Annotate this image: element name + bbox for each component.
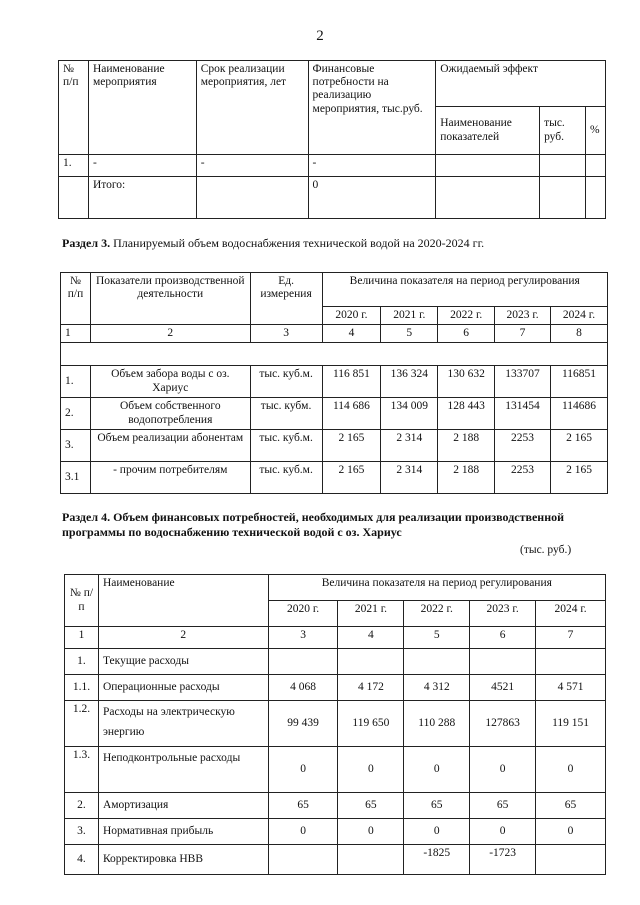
cell: 133707 bbox=[495, 366, 551, 398]
cell: Текущие расходы bbox=[98, 649, 268, 675]
header-value: Величина показателя на период регулирования bbox=[268, 575, 605, 601]
colnum: 8 bbox=[551, 325, 608, 343]
cell: -1723 bbox=[470, 845, 536, 875]
year-header: 2021 г. bbox=[381, 307, 438, 325]
cell: Объем собственного водопотребления bbox=[90, 398, 250, 430]
column-numbers-row bbox=[61, 325, 608, 343]
cell: 0 bbox=[338, 819, 404, 845]
cell: 4 068 bbox=[268, 675, 338, 701]
year-header: 2023 г. bbox=[495, 307, 551, 325]
cell: 2 165 bbox=[322, 430, 381, 462]
cell: Амортизация bbox=[98, 793, 268, 819]
cell: Итого: bbox=[88, 177, 196, 219]
header-effect-pct: % bbox=[585, 107, 605, 155]
header-unit: Ед. измерения bbox=[250, 273, 322, 325]
colnum: 5 bbox=[404, 627, 470, 649]
table-row bbox=[65, 701, 606, 747]
year-header: 2022 г. bbox=[404, 601, 470, 627]
column-numbers-row bbox=[65, 627, 606, 649]
measures-table bbox=[58, 60, 606, 219]
cell: 119 151 bbox=[536, 701, 606, 747]
section3-title: Планируемый объем водоснабжения технической водой на 2020-2024 гг. bbox=[113, 236, 485, 250]
table-row bbox=[61, 398, 608, 430]
cell: 136 324 bbox=[381, 366, 438, 398]
cell: Операционные расходы bbox=[98, 675, 268, 701]
cell: 3.1 bbox=[61, 462, 91, 494]
cell bbox=[404, 649, 470, 675]
colnum: 1 bbox=[65, 627, 99, 649]
colnum: 6 bbox=[438, 325, 495, 343]
cell: 0 bbox=[470, 747, 536, 793]
cell: 2253 bbox=[495, 462, 551, 494]
cell: 0 bbox=[268, 819, 338, 845]
cell: 2253 bbox=[495, 430, 551, 462]
cell: Объем забора воды с оз. Хариус bbox=[90, 366, 250, 398]
cell: 134 009 bbox=[381, 398, 438, 430]
cell: 114 686 bbox=[322, 398, 381, 430]
table-row bbox=[65, 675, 606, 701]
cell: 0 bbox=[404, 819, 470, 845]
cell bbox=[436, 177, 540, 219]
header-term: Срок реализации мероприятия, лет bbox=[196, 61, 308, 155]
cell: 1.1. bbox=[65, 675, 99, 701]
cell: 2 165 bbox=[322, 462, 381, 494]
cell: 1.2. bbox=[65, 701, 99, 747]
header-num: № п/п bbox=[59, 61, 89, 155]
cell: 65 bbox=[268, 793, 338, 819]
cell: тыс. куб.м. bbox=[250, 430, 322, 462]
cell: 2. bbox=[65, 793, 99, 819]
cell: 0 bbox=[404, 747, 470, 793]
cell bbox=[536, 845, 606, 875]
year-header: 2024 г. bbox=[551, 307, 608, 325]
cell bbox=[540, 177, 586, 219]
cell bbox=[540, 155, 586, 177]
cell: 2 314 bbox=[381, 430, 438, 462]
cell: 110 288 bbox=[404, 701, 470, 747]
cell: 3. bbox=[65, 819, 99, 845]
cell: 99 439 bbox=[268, 701, 338, 747]
cell: 0 bbox=[536, 819, 606, 845]
cell: Неподконтрольные расходы bbox=[98, 747, 268, 793]
cell: Корректировка НВВ bbox=[98, 845, 268, 875]
colnum: 2 bbox=[98, 627, 268, 649]
colnum: 1 bbox=[61, 325, 91, 343]
header-value: Величина показателя на период регулирования bbox=[322, 273, 607, 307]
colnum: 5 bbox=[381, 325, 438, 343]
cell: тыс. кубм. bbox=[250, 398, 322, 430]
table-row bbox=[61, 366, 608, 398]
table-row bbox=[65, 747, 606, 793]
colnum: 7 bbox=[536, 627, 606, 649]
header-effect: Ожидаемый эффект bbox=[436, 61, 606, 107]
header-name: Наименование мероприятия bbox=[88, 61, 196, 155]
table-row bbox=[59, 155, 606, 177]
cell bbox=[268, 649, 338, 675]
table-row bbox=[61, 430, 608, 462]
cell: Расходы на электрическую энергию bbox=[98, 701, 268, 747]
cell: 0 bbox=[268, 747, 338, 793]
section3-heading bbox=[62, 236, 622, 251]
cell bbox=[585, 155, 605, 177]
cell bbox=[59, 177, 89, 219]
cell: 2 314 bbox=[381, 462, 438, 494]
header-effect-value: тыс. руб. bbox=[540, 107, 586, 155]
table-row bbox=[65, 793, 606, 819]
cell: 116851 bbox=[551, 366, 608, 398]
cell: 2 188 bbox=[438, 462, 495, 494]
cell: - bbox=[88, 155, 196, 177]
colnum: 6 bbox=[470, 627, 536, 649]
year-header: 2020 г. bbox=[268, 601, 338, 627]
cell bbox=[470, 649, 536, 675]
cell: Объем реализации абонентам bbox=[90, 430, 250, 462]
cell: - bbox=[308, 155, 436, 177]
cell: 0 bbox=[308, 177, 436, 219]
page-number: 2 bbox=[316, 28, 324, 44]
volume-table bbox=[60, 272, 608, 494]
cell bbox=[338, 649, 404, 675]
section3-label: Раздел 3. bbox=[62, 236, 111, 250]
table-row bbox=[61, 462, 608, 494]
finance-table bbox=[64, 574, 606, 875]
header-finance: Финансовые потребности на реализацию мероприятия, тыс.руб. bbox=[308, 61, 436, 155]
colnum: 7 bbox=[495, 325, 551, 343]
cell: 116 851 bbox=[322, 366, 381, 398]
year-header: 2020 г. bbox=[322, 307, 381, 325]
cell: 65 bbox=[404, 793, 470, 819]
cell: 4 571 bbox=[536, 675, 606, 701]
cell: 127863 bbox=[470, 701, 536, 747]
table-row bbox=[65, 845, 606, 875]
year-header: 2024 г. bbox=[536, 601, 606, 627]
cell: 1. bbox=[61, 366, 91, 398]
table-row-total bbox=[59, 177, 606, 219]
cell: 4 172 bbox=[338, 675, 404, 701]
cell: 2 165 bbox=[551, 430, 608, 462]
cell: 65 bbox=[536, 793, 606, 819]
cell: Нормативная прибыль bbox=[98, 819, 268, 845]
cell: 2 188 bbox=[438, 430, 495, 462]
cell: 65 bbox=[470, 793, 536, 819]
cell: 65 bbox=[338, 793, 404, 819]
cell bbox=[585, 177, 605, 219]
header-effect-name: Наименование показателей bbox=[436, 107, 540, 155]
cell: 119 650 bbox=[338, 701, 404, 747]
cell bbox=[536, 649, 606, 675]
cell: 114686 bbox=[551, 398, 608, 430]
cell: 4521 bbox=[470, 675, 536, 701]
cell: 0 bbox=[338, 747, 404, 793]
section4-label: Раздел 4. bbox=[62, 510, 111, 524]
table-row bbox=[65, 649, 606, 675]
header-num: № п/п bbox=[65, 575, 99, 627]
unit-note: (тыс. руб.) bbox=[520, 544, 572, 556]
cell: 0 bbox=[536, 747, 606, 793]
cell: 2. bbox=[61, 398, 91, 430]
cell: - прочим потребителям bbox=[90, 462, 250, 494]
cell: 4 312 bbox=[404, 675, 470, 701]
cell: тыс. куб.м. bbox=[250, 366, 322, 398]
year-header: 2023 г. bbox=[470, 601, 536, 627]
cell: 2 165 bbox=[551, 462, 608, 494]
cell bbox=[338, 845, 404, 875]
cell bbox=[268, 845, 338, 875]
cell: 1.3. bbox=[65, 747, 99, 793]
cell: 1. bbox=[59, 155, 89, 177]
header-indicator: Показатели производственной деятельности bbox=[90, 273, 250, 325]
colnum: 4 bbox=[322, 325, 381, 343]
colnum: 4 bbox=[338, 627, 404, 649]
year-header: 2021 г. bbox=[338, 601, 404, 627]
cell: -1825 bbox=[404, 845, 470, 875]
cell: 0 bbox=[470, 819, 536, 845]
header-num: № п/п bbox=[61, 273, 91, 325]
cell: 131454 bbox=[495, 398, 551, 430]
colnum: 3 bbox=[250, 325, 322, 343]
table-row bbox=[65, 819, 606, 845]
cell: 4. bbox=[65, 845, 99, 875]
cell: 3. bbox=[61, 430, 91, 462]
cell bbox=[196, 177, 308, 219]
section4-title: Объем финансовых потребностей, необходимых для реализации производственной программы по водоснабжению технической водой с оз. Хариус bbox=[62, 510, 565, 539]
cell: 1. bbox=[65, 649, 99, 675]
spacer-row bbox=[61, 343, 608, 366]
cell: 130 632 bbox=[438, 366, 495, 398]
cell: 128 443 bbox=[438, 398, 495, 430]
cell bbox=[436, 155, 540, 177]
section4-heading bbox=[62, 510, 610, 540]
cell: тыс. куб.м. bbox=[250, 462, 322, 494]
header-name: Наименование bbox=[98, 575, 268, 627]
colnum: 2 bbox=[90, 325, 250, 343]
colnum: 3 bbox=[268, 627, 338, 649]
year-header: 2022 г. bbox=[438, 307, 495, 325]
cell: - bbox=[196, 155, 308, 177]
